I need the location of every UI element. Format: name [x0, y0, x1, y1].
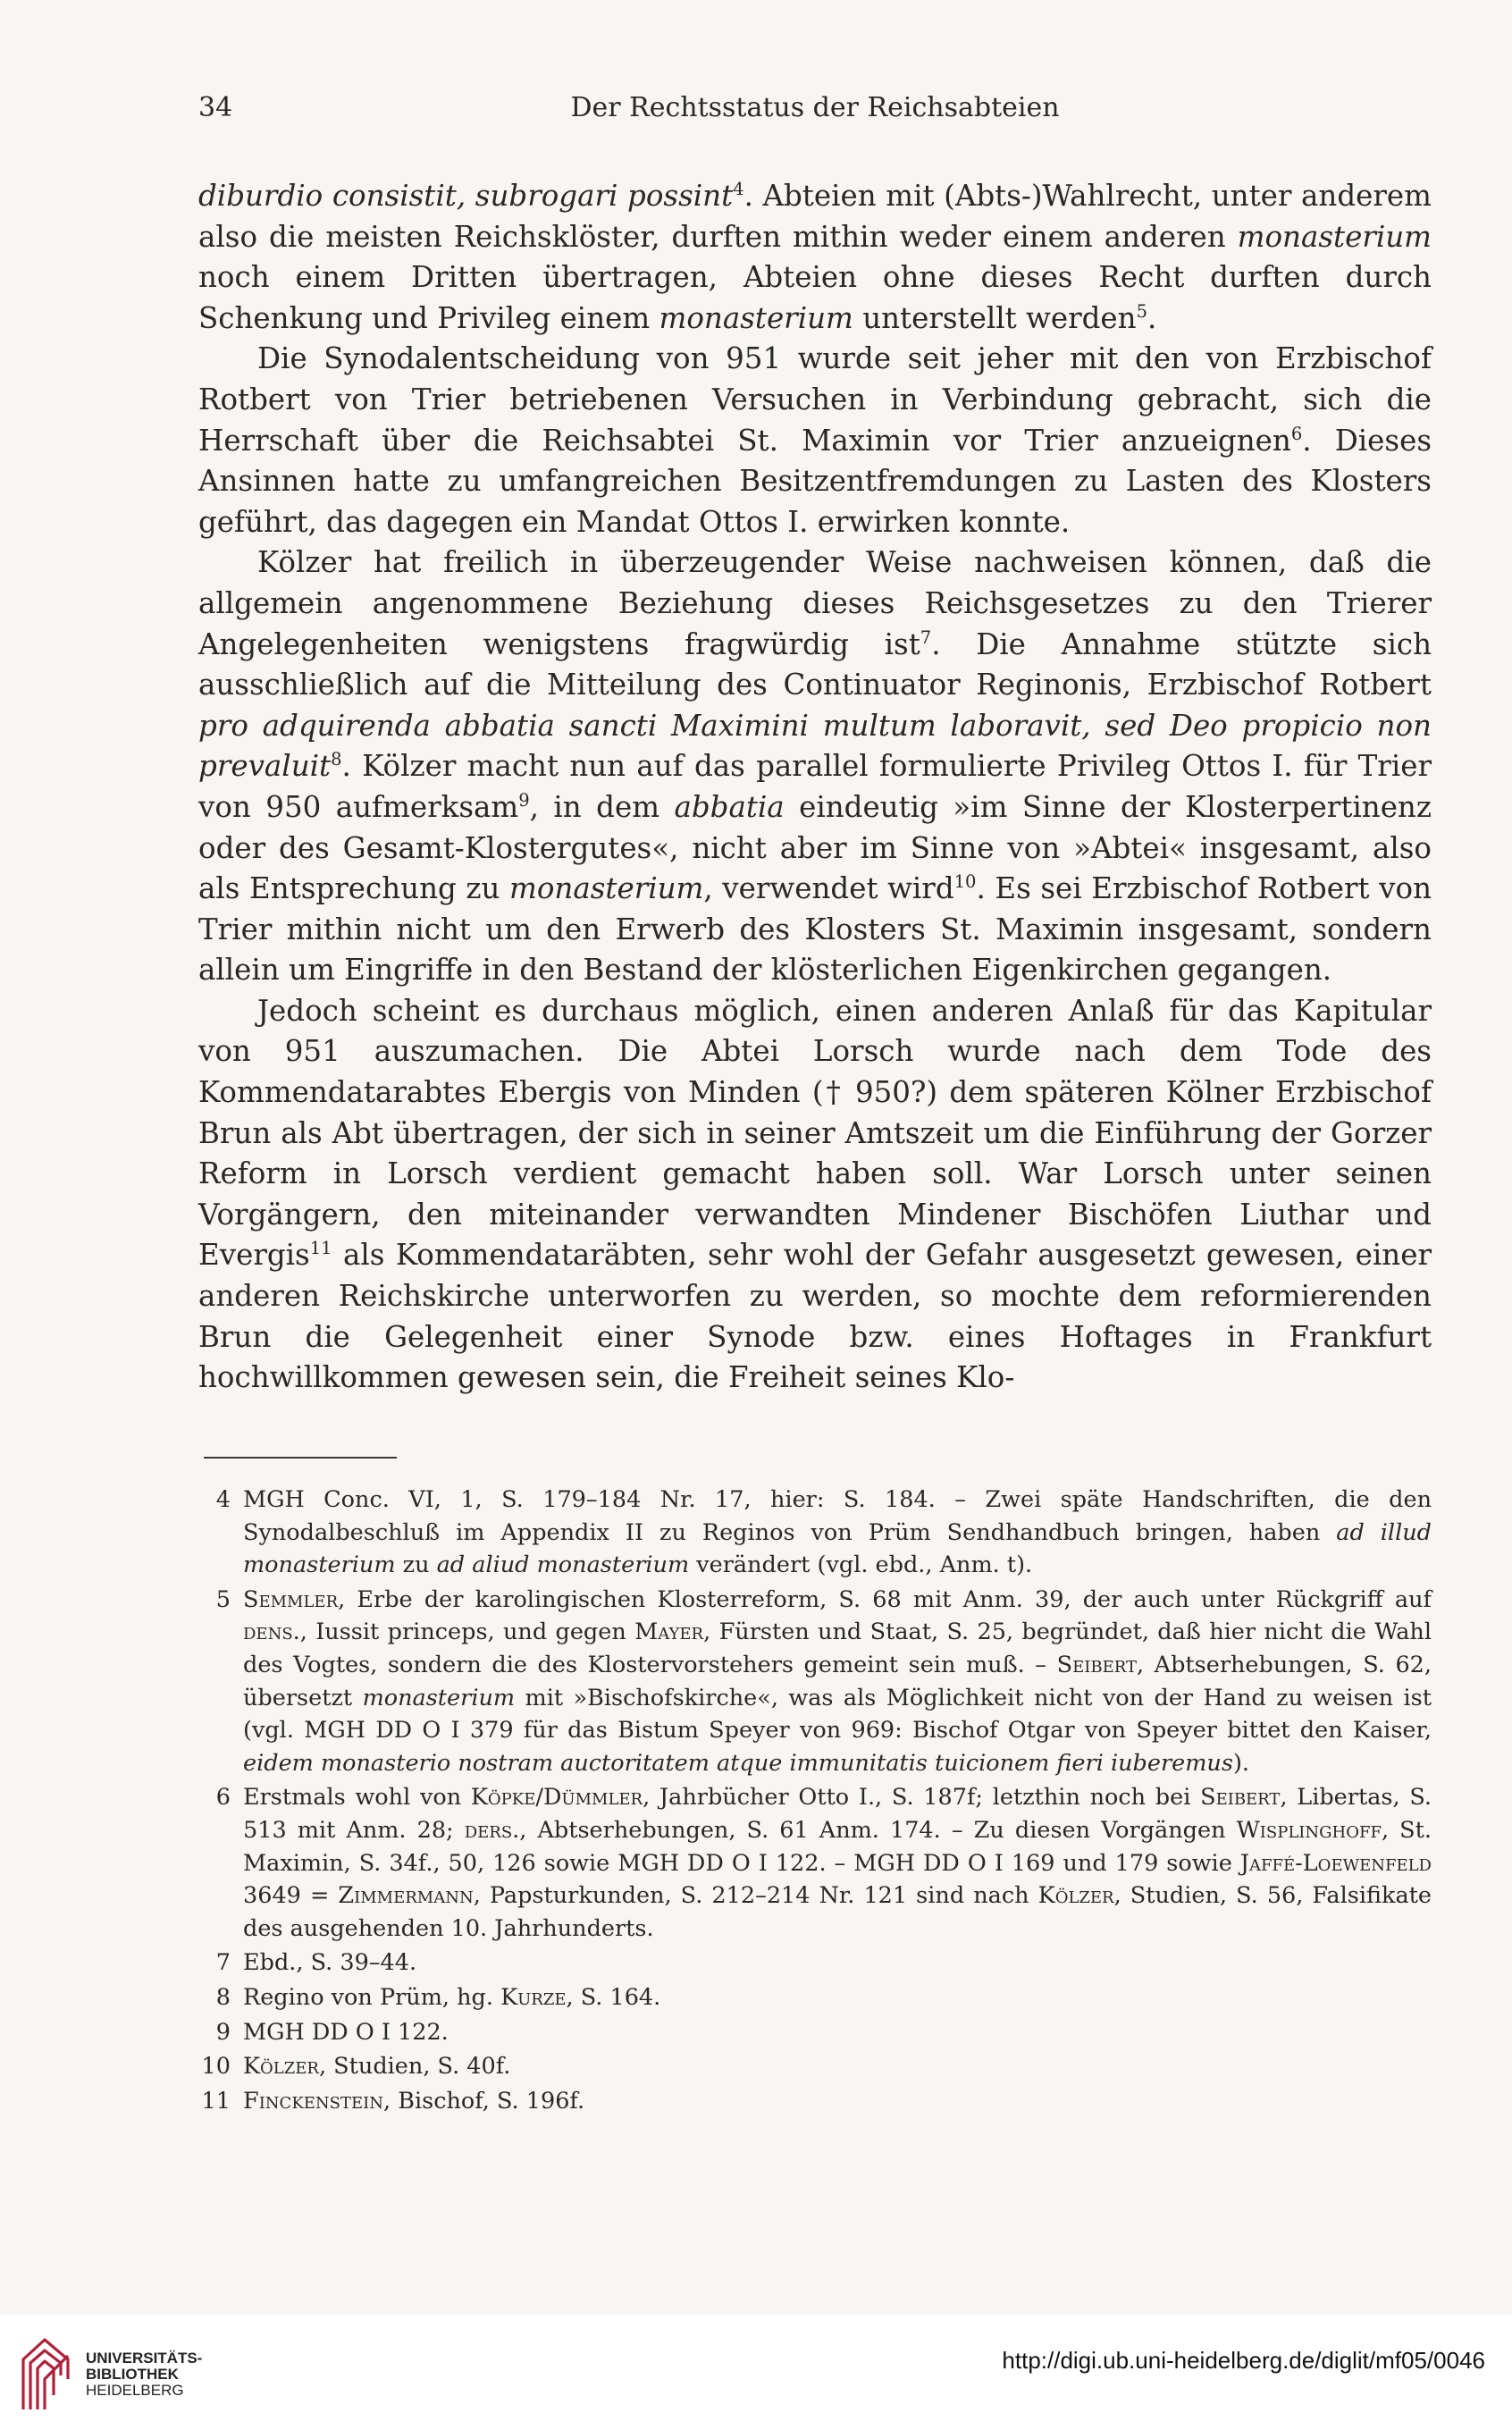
- footnote-number: 4: [215, 1486, 231, 1513]
- page-header: [198, 92, 1432, 131]
- library-name: UNIVERSITÄTS- BIBLIOTHEK HEIDELBERG: [86, 2350, 203, 2399]
- footnote-ref[interactable]: 6: [1290, 423, 1303, 444]
- footnote-ref[interactable]: 4: [733, 179, 744, 200]
- footnote-4: 4 MGH Conc. VI, 1, S. 179–184 Nr. 17, hier: S. 184. – Zwei späte Handschriften, die den Synodalbeschluß im Appendix II zu Reginos von Prüm Sendhandbuch bringen, haben ad illud monasterium zu ad aliud monasterium verändert (vgl. ebd., Anm. t).: [198, 1484, 1432, 1582]
- footnote-ref[interactable]: 7: [920, 626, 932, 648]
- footnote-divider: [204, 1457, 397, 1459]
- paragraph-1: diburdio consistit, subrogari possint$^4$. Abteien mit (Abts-)Wahlrecht, unter anderem also die meisten Reichsklöster, durften mithin weder einem anderen monasterium noch einem Dritten übertragen, Abteien ohne dieses Recht durften durch Schenkung und Privileg einem monasterium unterstellt werden$^5$.: [198, 179, 1432, 335]
- footnote-ref[interactable]: 10: [953, 871, 977, 893]
- running-title: Der Rechtsstatus der Reichsabteien: [570, 92, 1060, 123]
- page-number: 34: [198, 92, 233, 123]
- digitization-footer: [0, 2315, 1512, 2430]
- footnote-8: 8 Regino von Prüm, hg. Kurze, S. 164.: [198, 1981, 1432, 2014]
- footnote-10: 10 Kölzer, Studien, S. 40f.: [198, 2050, 1432, 2083]
- university-library-logo-icon: [18, 2333, 73, 2411]
- paragraph-3: Kölzer hat freilich in überzeugender Weise nachweisen können, daß die allgemein angenommene Beziehung dieses Reichsgesetzes zu den Trierer Angelegenheiten wenigstens fragwürdig ist$^7$. Die Annahme stützte sich ausschließlich auf die Mitteilung des Continuator Reginonis, Erzbischof Rotbert pro adquirenda abbatia sancti Maximini multum laboravit, sed Deo propicio non prevaluit$^8$. Kölzer macht nun auf das parallel formulierte Privileg Ottos I. für Trier von 950 aufmerksam$^9$, in dem abbatia eindeutig »im Sinne der Klosterpertinenz oder des Gesamt-Klostergutes«, nicht aber im Sinne von »Abtei« insgesamt, also als Entsprechung zu monasterium, verwendet wird$^{10}$. Es sei Erzbischof Rotbert von Trier mithin nicht um den Erwerb des Klosters St. Maximin insgesamt, sondern allein um Eingriffe in den Bestand der klösterlichen Eigenkirchen gegangen.: [198, 545, 1432, 988]
- footnote-5: 5 Semmler, Erbe der karolingischen Klosterreform, S. 68 mit Anm. 39, der auch unter Rückgriff auf dens., Iussit princeps, und gegen Mayer, Fürsten und Staat, S. 25, begründet, daß hier nicht die Wahl des Vogtes, sondern die des Klostervorstehers gemeint sein muß. – Seibert, Abtserhebungen, S. 62, übersetzt monasterium mit »Bischofskirche«, was als Möglichkeit nicht von der Hand zu weisen ist (vgl. MGH DD O I 379 für das Bistum Speyer von 969: Bischof Otgar von Speyer bittet den Kaiser, eidem monasterio nostram auctoritatem atque immunitatis tuicionem fieri iuberemus).: [198, 1584, 1432, 1780]
- source-url-link[interactable]: http://digi.ub.uni-heidelberg.de/diglit/mf05/0046: [1002, 2347, 1485, 2374]
- footnote-7: 7 Ebd., S. 39–44.: [198, 1947, 1432, 1980]
- footnote-number: 8: [215, 1983, 231, 2011]
- footnote-number: 11: [201, 2087, 231, 2115]
- footnotes: [198, 1484, 1432, 2119]
- footnote-ref[interactable]: 9: [518, 790, 530, 811]
- footnote-11: 11 Finckenstein, Bischof, S. 196f.: [198, 2085, 1432, 2118]
- paragraph-4: Jedoch scheint es durchaus möglich, einen anderen Anlaß für das Kapitular von 951 auszumachen. Die Abtei Lorsch wurde nach dem Tode des Kommendatarabtes Ebergis von Minden († 950?) dem späteren Kölner Erzbischof Brun als Abt übertragen, der sich in seiner Amtszeit um die Einführung der Gorzer Reform in Lorsch verdient gemacht haben soll. War Lorsch unter seinen Vorgängern, den miteinander verwandten Mindener Bischöfen Liuthar und Evergis$^{11}$ als Kommendataräbten, sehr wohl der Gefahr ausgesetzt gewesen, einer anderen Reichskirche unterworfen zu werden, so mochte dem reformierenden Brun die Gelegenheit einer Synode bzw. eines Hoftages in Frankfurt hochwillkommen gewesen sein, die Freiheit seines Klo-: [198, 993, 1432, 1395]
- footnote-9: 9 MGH DD O I 122.: [198, 2016, 1432, 2049]
- footnote-ref[interactable]: 8: [331, 749, 342, 770]
- footnote-number: 10: [201, 2053, 231, 2081]
- footnote-number: 5: [215, 1585, 231, 1613]
- paragraph-2: Die Synodalentscheidung von 951 wurde seit jeher mit den von Erzbischof Rotbert von Trier betriebenen Versuchen in Verbindung gebracht, sich die Herrschaft über die Reichsabtei St. Maximin vor Trier anzueignen$^6$. Dieses Ansinnen hatte zu umfangreichen Besitzentfremdungen zu Lasten des Klosters geführt, das dagegen ein Mandat Ottos I. erwirken konnte.: [198, 341, 1432, 539]
- footnote-ref[interactable]: 5: [1136, 300, 1148, 322]
- footnote-ref[interactable]: 11: [309, 1238, 332, 1259]
- footnote-number: 7: [215, 1949, 231, 1977]
- main-text: [198, 176, 1432, 1399]
- footnote-number: 9: [215, 2018, 231, 2046]
- footnote-number: 6: [215, 1784, 231, 1812]
- footnote-6: 6 Erstmals wohl von Köpke/Dümmler, Jahrbücher Otto I., S. 187f; letzthin noch bei Seibert, Libertas, S. 513 mit Anm. 28; ders., Abtserhebungen, S. 61 Anm. 174. – Zu diesen Vorgängen Wisplinghoff, St. Maximin, S. 34f., 50, 126 sowie MGH DD O I 122. – MGH DD O I 169 und 179 sowie Jaffé-Loewenfeld 3649 = Zimmermann, Papsturkunden, S. 212–214 Nr. 121 sind nach Kölzer, Studien, S. 56, Falsifikate des ausgehenden 10. Jahrhunderts.: [198, 1781, 1432, 1945]
